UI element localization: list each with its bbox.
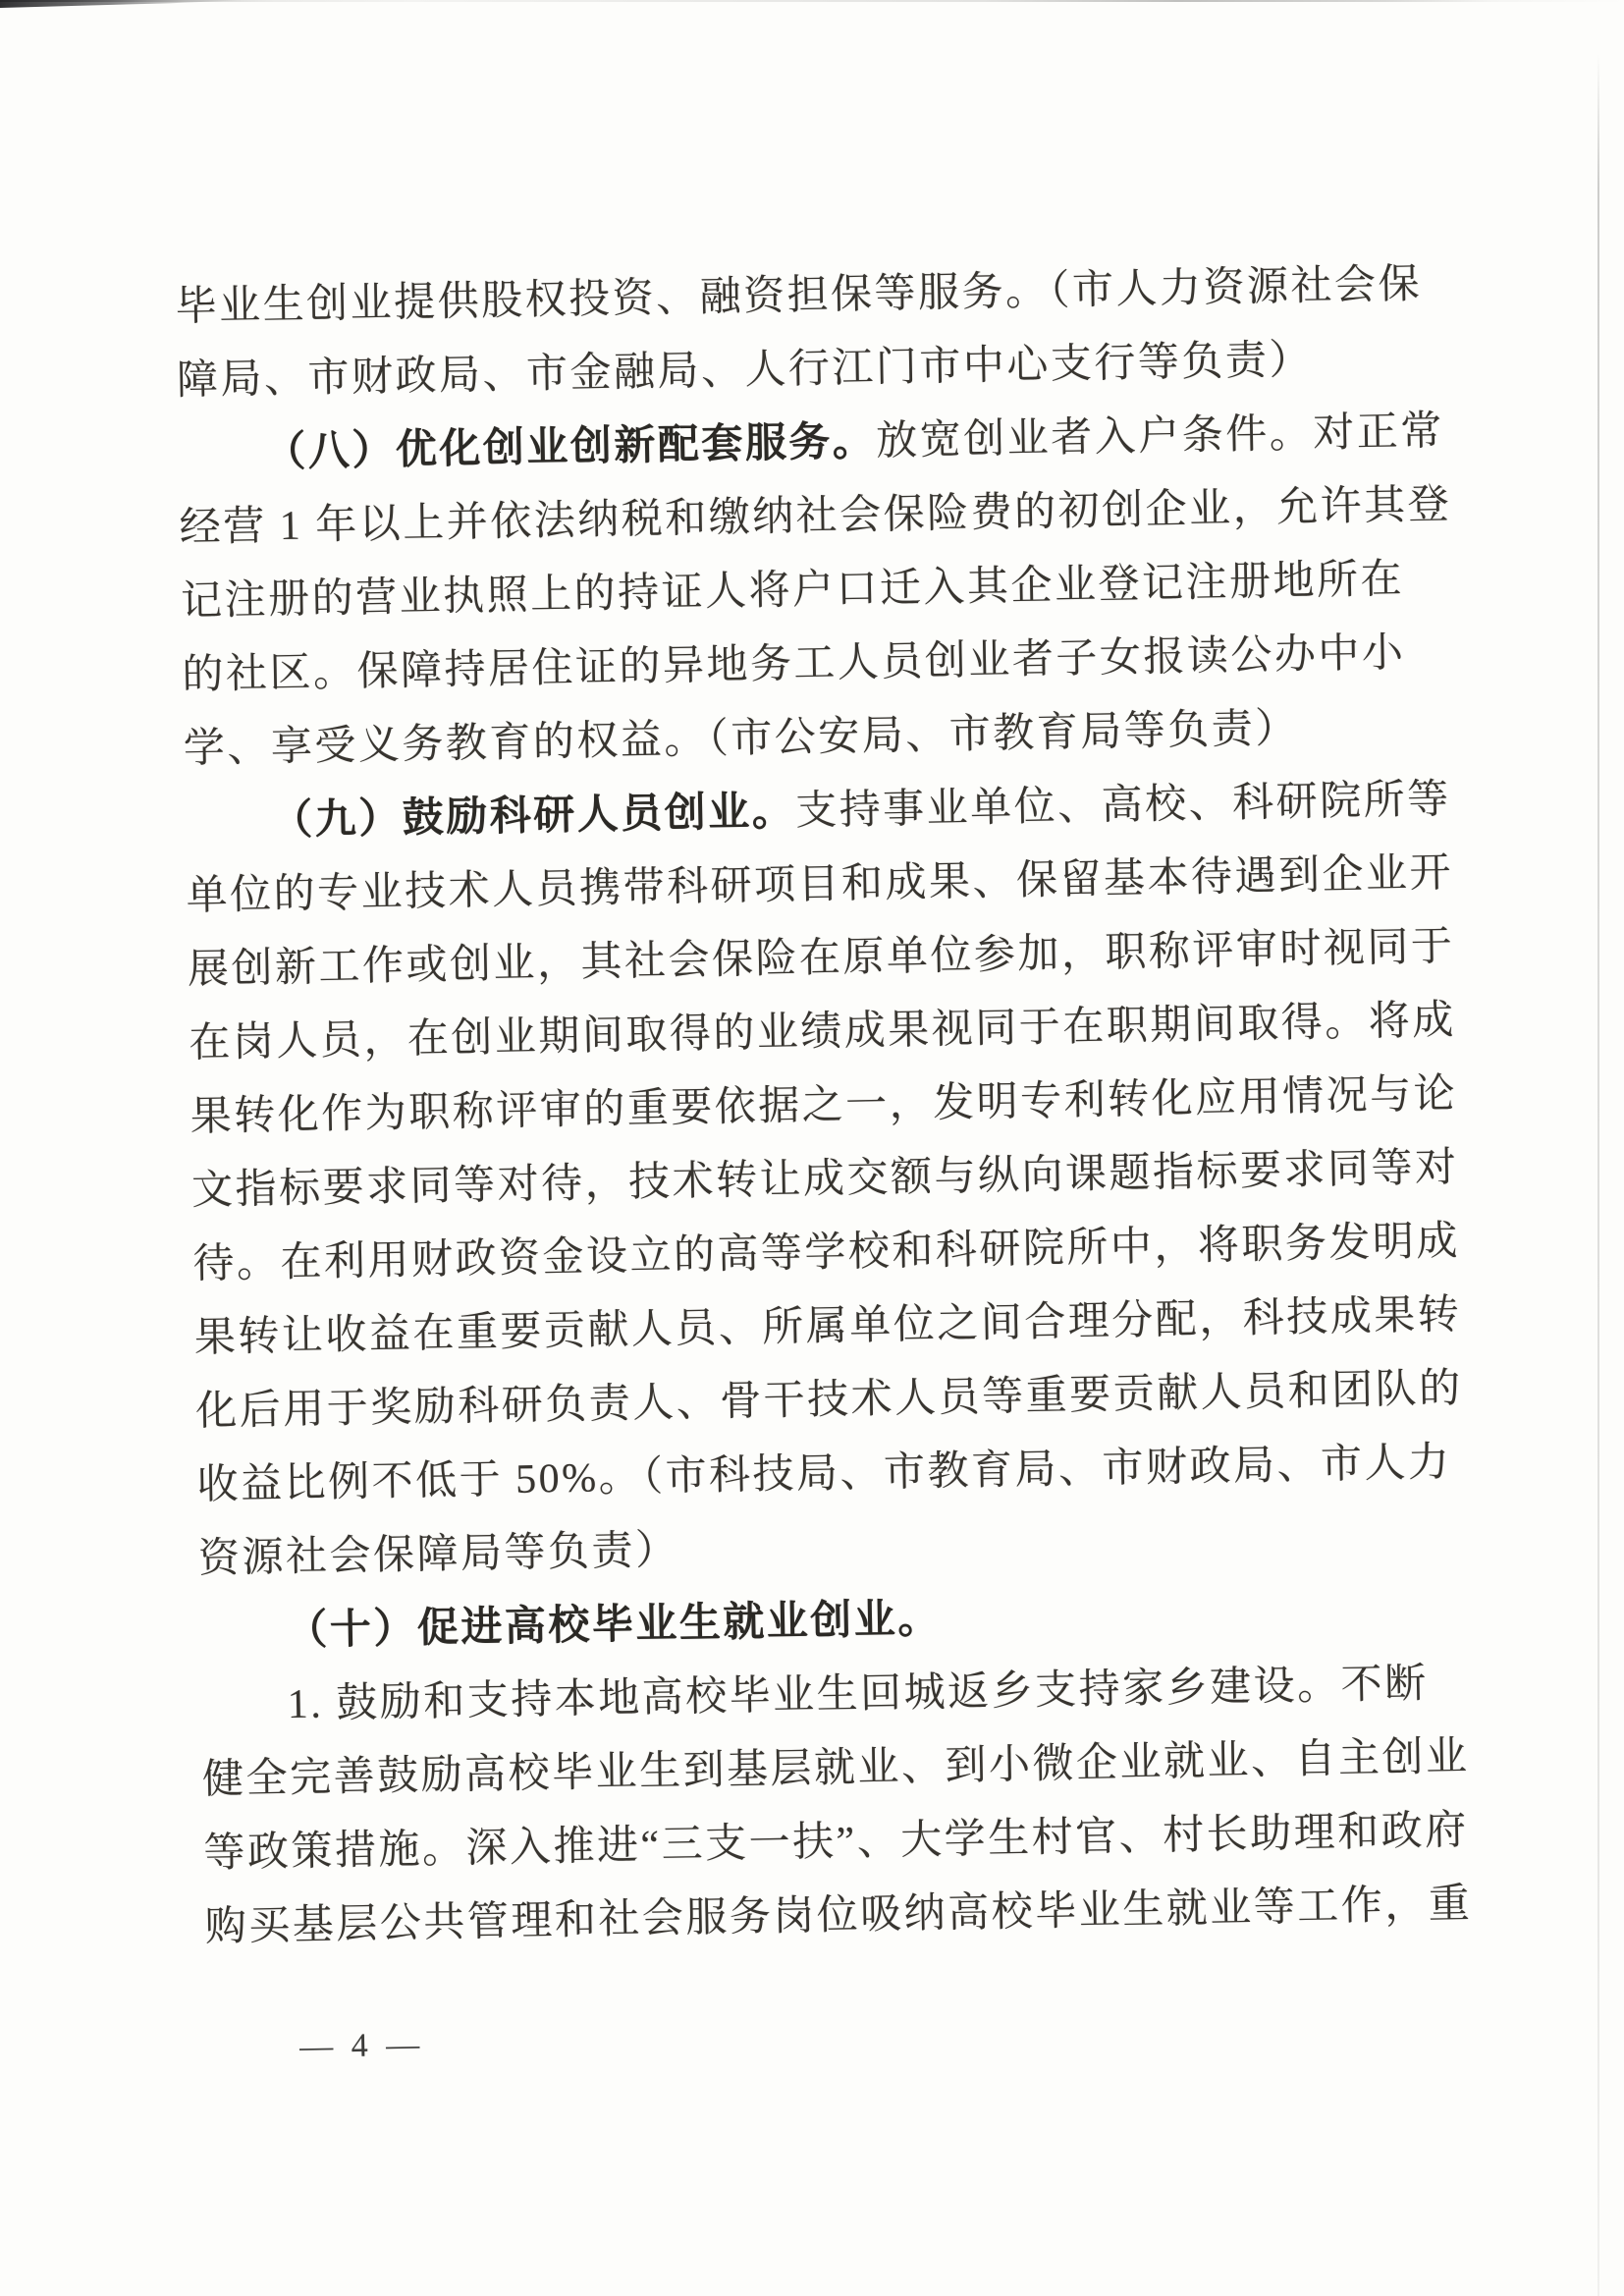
body-text: 健全完善鼓励高校毕业生到基层就业、到小微企业就业、自主创业 — [201, 1734, 1470, 1803]
body-text: 的社区。保障持居住证的异地务工人员创业者子女报读公办中小 — [182, 630, 1406, 698]
body-text: 在岗人员，在创业期间取得的业绩成果视同于在职期间取得。将成 — [189, 998, 1457, 1066]
body-text: 等政策措施。深入推进“三支一扶”、大学生村官、村长助理和政府 — [203, 1808, 1470, 1877]
body-text: 果转化作为职称评审的重要依据之一，发明专利转化应用情况与论 — [189, 1071, 1458, 1140]
body-text: 资源社会保障局等负责） — [197, 1527, 679, 1582]
body-text: 收益比例不低于 50%。（市科技局、市教育局、市财政局、市人力 — [196, 1440, 1452, 1508]
body-text: 购买基层公共管理和社会服务岗位吸纳高校毕业生就业等工作，重 — [204, 1882, 1473, 1950]
body-text: 待。在利用财政资金设立的高等学校和科研院所中，将职务发明成 — [192, 1219, 1461, 1287]
document-lines — [175, 247, 1491, 1965]
body-text: 化后用于奖励科研负责人、骨干技术人员等重要贡献人员和团队的 — [194, 1366, 1464, 1435]
body-text: 记注册的营业执照上的持证人将户口迁入其企业登记注册地所在 — [180, 557, 1405, 625]
body-text: 果转让收益在重要贡献人员、所属单位之间合理分配，科技成果转 — [193, 1292, 1462, 1361]
body-text: 文指标要求同等对待，技术转让成交额与纵向课题指标要求同等对 — [190, 1145, 1459, 1214]
body-text: 毕业生创业提供股权投资、融资担保等服务。（市人力资源社会保 — [175, 261, 1423, 330]
heading-text: （八）优化创业创新配套服务。 — [263, 418, 877, 476]
page-number: — 4 — — [298, 2026, 425, 2065]
body-text: 经营 1 年以上并依法纳税和缴纳社会保险费的初创企业，允许其登 — [179, 482, 1452, 551]
body-text: 支持事业单位、高校、科研院所等 — [794, 777, 1452, 835]
scan-artifact-top-left-wedge — [0, 0, 247, 8]
body-text: 障局、市财政局、市金融局、人行江门市中心支行等负责） — [176, 337, 1314, 404]
heading-text: （十）促进高校毕业生就业创业。 — [285, 1596, 943, 1655]
body-text: 放宽创业者入户条件。对正常 — [875, 409, 1445, 465]
body-text: 学、享受义务教育的权益。（市公安局、市教育局等负责） — [183, 706, 1300, 772]
body-text: 展创新工作或创业，其社会保险在原单位参加，职称评审时视同于 — [187, 924, 1455, 993]
heading-text: （九）鼓励科研人员创业。 — [270, 789, 796, 845]
scan-artifact-right-page-edge — [1597, 54, 1599, 2296]
body-text: 1. 鼓励和支持本地高校毕业生回城返乡支持家乡建设。不断 — [287, 1661, 1430, 1728]
document-text-block — [175, 247, 1496, 2196]
scan-artifact-top-edge — [0, 0, 1624, 2]
body-text: 单位的专业技术人员携带科研项目和成果、保留基本待遇到企业开 — [186, 850, 1454, 919]
